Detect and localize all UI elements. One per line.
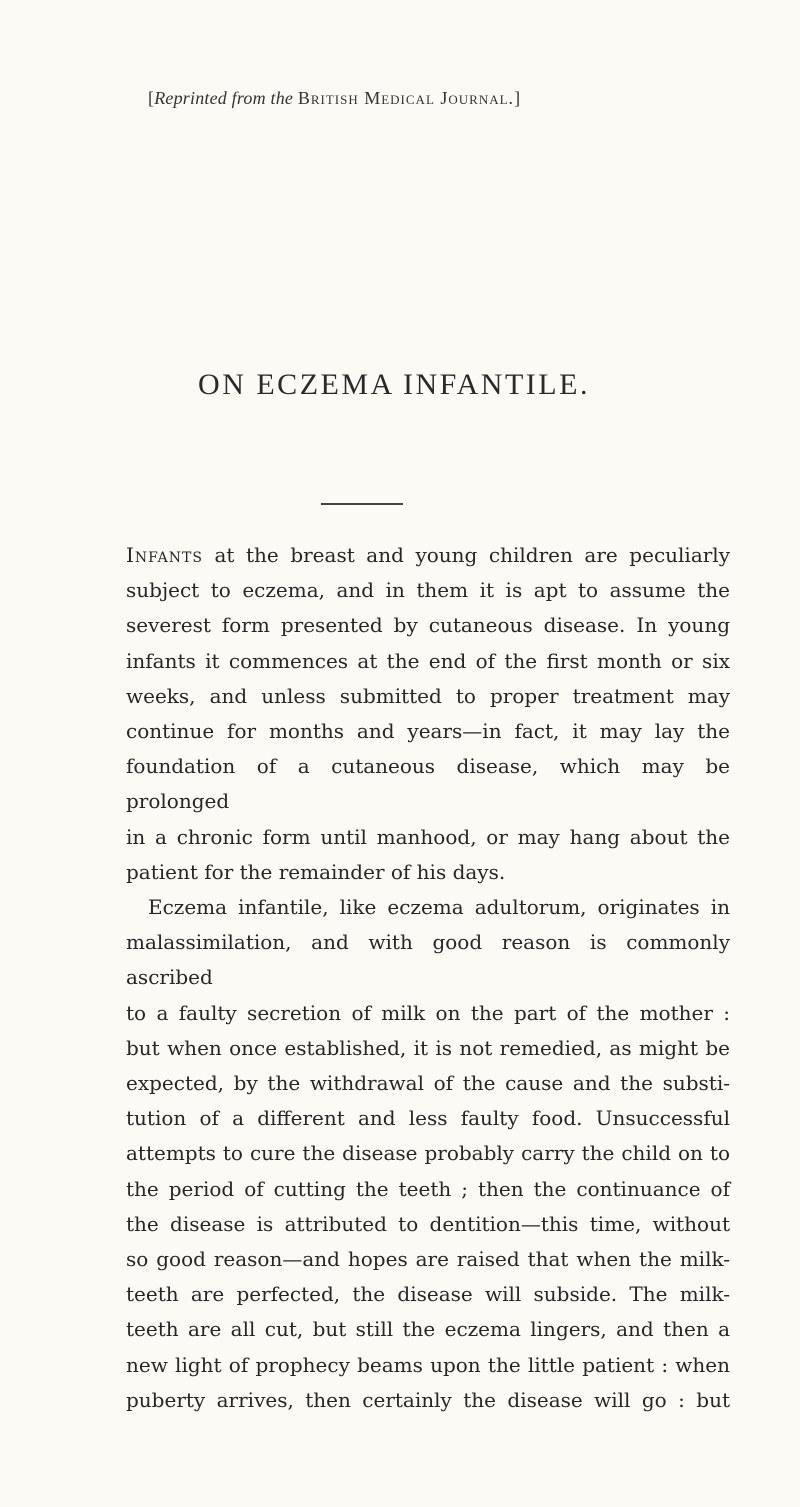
paragraph-line: in a chronic form until manhood, or may hang about the [126, 824, 730, 849]
paragraph-line: to a faulty secretion of milk on the part of the mother : [126, 1000, 730, 1025]
paragraph-line: subject to eczema, and in them it is apt to assume the [126, 578, 730, 603]
article-body [126, 538, 730, 1418]
paragraph-line: Eczema infantile, like eczema adultorum, originates in [148, 895, 730, 920]
paragraph-line: tution of a different and less faulty food. Unsuccessful [126, 1106, 730, 1131]
header-journal-name: British Medical Journal. [297, 88, 515, 108]
title-divider [321, 503, 403, 505]
paragraph-line: the disease is attributed to dentition—this time, without [126, 1211, 730, 1236]
paragraph-line: foundation of a cutaneous disease, which may be prolonged [126, 754, 730, 814]
paragraph-line: teeth are all cut, but still the eczema lingers, and then a [126, 1317, 730, 1342]
paragraph-line: but when once established, it is not remedied, as might be [126, 1035, 730, 1060]
paragraph-line: severest form presented by cutaneous disease. In young [126, 613, 730, 638]
header-close-bracket: ] [514, 88, 521, 108]
paragraph-line: the period of cutting the teeth ; then the continuance of [126, 1176, 730, 1201]
paragraph-line: Infants at the breast and young children are peculiarly [126, 543, 730, 567]
paragraph-line: expected, by the withdrawal of the cause and the substi- [126, 1071, 730, 1096]
paragraph-1 [126, 538, 730, 890]
paragraph-line: continue for months and years—in fact, it may lay the [126, 719, 730, 744]
paragraph-line: infants it commences at the end of the first month or six [126, 648, 730, 673]
reprint-header [148, 88, 520, 109]
article-title: ON ECZEMA INFANTILE. [198, 368, 590, 401]
header-open-bracket: [ [148, 88, 155, 108]
paragraph-line: puberty arrives, then certainly the disease will go : but [126, 1387, 730, 1412]
paragraph-line: attempts to cure the disease probably carry the child on to [126, 1141, 730, 1166]
paragraph-line: teeth are perfected, the disease will subside. The milk- [126, 1282, 730, 1307]
header-reprinted-from: Reprinted from the [154, 88, 294, 108]
lead-word: Infants [126, 543, 203, 567]
paragraph-line: malassimilation, and with good reason is commonly ascribed [126, 930, 730, 990]
paragraph-line: so good reason—and hopes are raised that when the milk- [126, 1247, 730, 1272]
paragraph-line: weeks, and unless submitted to proper treatment may [126, 683, 730, 708]
paragraph-line: patient for the remainder of his days. [126, 859, 506, 884]
paragraph-2 [126, 890, 730, 1418]
paragraph-line: new light of prophecy beams upon the little patient : when [126, 1352, 730, 1377]
